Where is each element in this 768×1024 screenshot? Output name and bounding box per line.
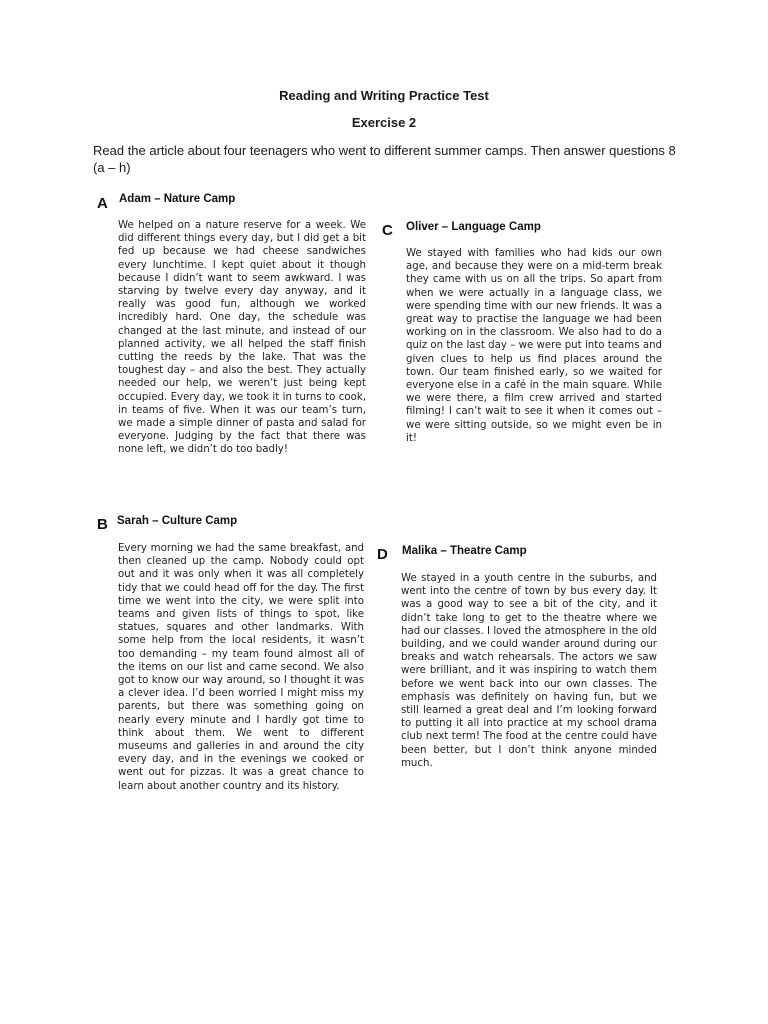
section-letter: C (382, 222, 393, 239)
section-heading: Adam – Nature Camp (119, 193, 236, 205)
exercise-label: Exercise 2 (351, 115, 417, 130)
section-heading: Malika – Theatre Camp (402, 545, 527, 557)
section-body: We helped on a nature reserve for a week. We did different things every day, but I did get a bit fed up because we had cheese sandwiches every lunchtime. I kept quiet about it though because I didn’t want to seem awkward. I was starving by twelve every day anyway, and it really was good fun, although we worked incredibly hard. One day, the schedule was changed at the last minute, and instead of our planned activity, we all helped the staff finish cutting the reeds by the lake. That was the toughest day – and also the best. They actually needed our help, we weren’t just being kept occupied. Every day, we took it in turns to cook, in teams of five. When it was our team’s turn, we made a simple dinner of pasta and salad for everyone. Judging by the fact that there was none left, we didn’t do too badly! (118, 220, 366, 456)
page-title: Reading and Writing Practice Test (279, 88, 489, 103)
section-heading: Sarah – Culture Camp (117, 515, 238, 527)
instructions: Read the article about four teenagers who went to different summer camps. Then answer questions 8 (a – h) (93, 143, 676, 175)
section-body: We stayed with families who had kids our own age, and because they were on a mid-term break they came with us on all the trips. So apart from when we were actually in a language class, we were spending time with our new friends. It was a great way to practise the language we had been working on in the classroom. We also had to do a quiz on the last day – we were put into teams and given clues to help us find places around the town. Our team finished early, so we waited for everyone else in a café in the main square. While we were there, a film crew arrived and started filming! I can’t wait to see it when it comes out – we were sitting outside, so we might even be in it! (406, 248, 662, 444)
section-body: Every morning we had the same breakfast, and then cleaned up the camp. Nobody could opt out and it was only when it was all completely tidy that we could head off for the day. The first time we went into the city, we were split into teams and given lists of things to spot, like statues, squares and other landmarks. With some help from the local residents, it wasn’t too demanding – my team found almost all of the items on our list and came second. We also got to know our way around, so I thought it was a clever idea. I’d been worried I might miss my parents, but there was something going on nearly every minute and I hardly got time to think about them. We went to different museums and galleries in and around the city every day, and in the evenings we cooked or went out for pizzas. It was a great chance to learn about another country and its history. (118, 543, 364, 792)
section-letter: A (97, 195, 108, 212)
section-letter: B (97, 516, 108, 533)
section-heading: Oliver – Language Camp (406, 221, 541, 233)
section-letter: D (377, 546, 388, 563)
section-body: We stayed in a youth centre in the suburbs, and went into the centre of town by bus every day. It was a good way to see a bit of the city, and it didn’t take long to get to the theatre where we had our classes. I loved the atmosphere in the old building, and we could wander around during our breaks and watch rehearsals. The actors we saw were brilliant, and it was inspiring to watch them before we went back into our own classes. The emphasis was definitely on having fun, but we still learned a great deal and I’m looking forward to putting it all into practice at my school drama club next term! The food at the centre could have been better, but I don’t think anyone minded much. (401, 573, 657, 769)
